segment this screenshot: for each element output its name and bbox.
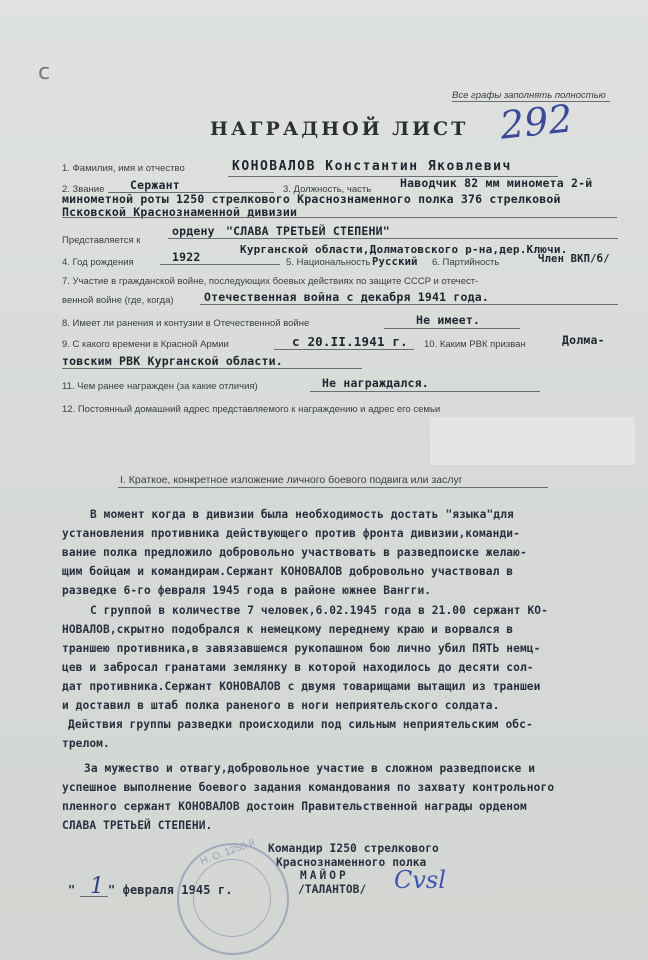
present-mid: ордену bbox=[172, 224, 215, 238]
date-day: 1 bbox=[90, 874, 104, 899]
field-4-value: 1922 bbox=[172, 250, 201, 264]
section-title-underline bbox=[118, 487, 548, 488]
body-line: НОВАЛОВ,скрытно подобрался к немецкому переднему краю и ворвался в bbox=[62, 623, 514, 636]
body-line: разведке 6-го февраля 1945 года в районе южнее Вангги. bbox=[62, 584, 432, 597]
body-line: пленного сержант КОНОВАЛОВ достоин Правительственной награды орденом bbox=[62, 800, 527, 813]
date-day-line bbox=[80, 896, 108, 897]
field-4-line bbox=[160, 264, 280, 265]
field-8-value: Не имеет. bbox=[416, 313, 481, 327]
present-label: Представляется к bbox=[62, 235, 141, 246]
body-line: Действия группы разведки происходили под сильным неприятельским обс- bbox=[68, 718, 533, 731]
signature-line-2: Краснознаменного полка bbox=[276, 856, 427, 869]
signature-name: /ТАЛАНТОВ/ bbox=[298, 883, 367, 896]
field-3-value-1: Наводчик 82 мм миномета 2-й bbox=[400, 176, 593, 190]
body-line: С группой в количестве 7 человек,6.02.1945 года в 21.00 сержант КО- bbox=[90, 604, 548, 617]
unit-stamp-text: Н. О. 1250-й bbox=[198, 837, 257, 868]
field-11-line bbox=[310, 391, 540, 392]
field-9-label: 9. С какого времени в Красной Армии bbox=[62, 339, 229, 350]
field-5-value: Русский bbox=[372, 256, 418, 268]
signature-rank: МАЙОР bbox=[300, 869, 349, 882]
field-10-line bbox=[62, 368, 362, 369]
body-line: дат противника.Сержант КОНОВАЛОВ с двумя товарищами вытащил из траншеи bbox=[62, 680, 541, 693]
field-11-value: Не награждался. bbox=[322, 376, 429, 390]
present-value: "СЛАВА ТРЕТЬЕЙ СТЕПЕНИ" bbox=[226, 224, 390, 238]
body-line: успешное выполнение боевого задания командования по захвату контрольного bbox=[62, 781, 555, 794]
field-7-value: Отечественная война с декабря 1941 года. bbox=[204, 290, 489, 304]
body-line: цев и забросал гранатами землянку в которой находилось до десяти сол- bbox=[62, 661, 534, 674]
field-8-label: 8. Имеет ли ранения и контузии в Отечественной войне bbox=[62, 318, 310, 329]
body-line: За мужество и отвагу,добровольное участие в сложном разведпоиске и bbox=[84, 762, 536, 775]
page-title: НАГРАДНОЙ ЛИСТ bbox=[210, 118, 469, 140]
body-line: трелом. bbox=[62, 737, 110, 750]
header-note: Все графы заполнять полностью bbox=[452, 90, 606, 101]
handwritten-number: 292 bbox=[497, 96, 575, 148]
body-line: траншею противника,в завязавшемся рукопашном бою лично убил ПЯТЬ немц- bbox=[62, 642, 541, 655]
corner-mark: c bbox=[38, 60, 51, 85]
field-7-line bbox=[200, 304, 618, 305]
field-3-label: 3. Должность, часть bbox=[283, 184, 372, 195]
body-line: СЛАВА ТРЕТЬЕЙ СТЕПЕНИ. bbox=[62, 819, 213, 832]
field-1-value: КОНОВАЛОВ Константин Яковлевич bbox=[232, 159, 512, 174]
field-8-line bbox=[384, 328, 520, 329]
body-line: В момент когда в дивизии была необходимость достать "языка"для bbox=[90, 508, 514, 521]
field-9-line bbox=[274, 349, 414, 350]
field-9-value: с 20.II.1941 г. bbox=[292, 334, 408, 349]
field-3-line bbox=[62, 217, 617, 218]
handwritten-signature: Сvsl bbox=[394, 866, 446, 894]
field-1-label: 1. Фамилия, имя и отчество bbox=[62, 163, 185, 174]
body-line: щим бойцам и командирам.Сержант КОНОВАЛОВ добровольно участвовал в bbox=[62, 565, 514, 578]
field-10-label: 10. Каким РВК призван bbox=[424, 339, 526, 350]
field-6-value: Член ВКП/б/ bbox=[538, 253, 610, 265]
redacted-address bbox=[430, 417, 635, 465]
field-10-value-2: товским РВК Курганской области. bbox=[62, 354, 283, 368]
field-3-value-2: минометной роты 1250 стрелкового Краснознаменного полка 376 стрелковой bbox=[62, 192, 561, 206]
field-11-label: 11. Чем ранее награжден (за какие отличия) bbox=[62, 381, 258, 392]
field-3-value-3: Псковской Краснознаменной дивизии bbox=[62, 205, 298, 219]
field-5-label: 5. Национальность bbox=[286, 257, 371, 268]
section-title: I. Краткое, конкретное изложение личного боевого подвига или заслуг bbox=[120, 474, 463, 486]
signature-line-1: Командир I250 стрелкового bbox=[268, 842, 439, 855]
field-6-label: 6. Партийность bbox=[432, 257, 500, 268]
body-line: установления противника действующего против фронта дивизии,команди- bbox=[62, 527, 520, 540]
field-10-value-1: Долма- bbox=[562, 333, 605, 347]
field-2-value: Сержант bbox=[130, 178, 180, 192]
body-line: и доставил в штаб полка раненого в ноги неприятельского солдата. bbox=[62, 699, 500, 712]
field-4-place: Курганской области,Долматовского р-на,дер.Ключи. bbox=[240, 243, 568, 256]
body-line: вание полка предложило добровольно участвовать в разведпоиске желаю- bbox=[62, 546, 527, 559]
date-suffix: " февраля 1945 г. bbox=[108, 883, 233, 897]
present-line bbox=[168, 238, 618, 239]
field-12-label: 12. Постоянный домашний адрес представляемого к награждению и адрес его семьи bbox=[62, 404, 441, 415]
unit-stamp-inner-ring bbox=[193, 859, 271, 937]
field-4-label: 4. Год рождения bbox=[62, 257, 134, 268]
date-prefix: " bbox=[68, 883, 76, 897]
field-7-label-1: 7. Участие в гражданской войне, последующих боевых действиях по защите СССР и отечест- bbox=[62, 276, 479, 287]
field-2-label: 2. Звание bbox=[62, 184, 105, 195]
field-7-label-2: венной войне (где, когда) bbox=[62, 295, 174, 306]
unit-stamp bbox=[177, 837, 289, 955]
